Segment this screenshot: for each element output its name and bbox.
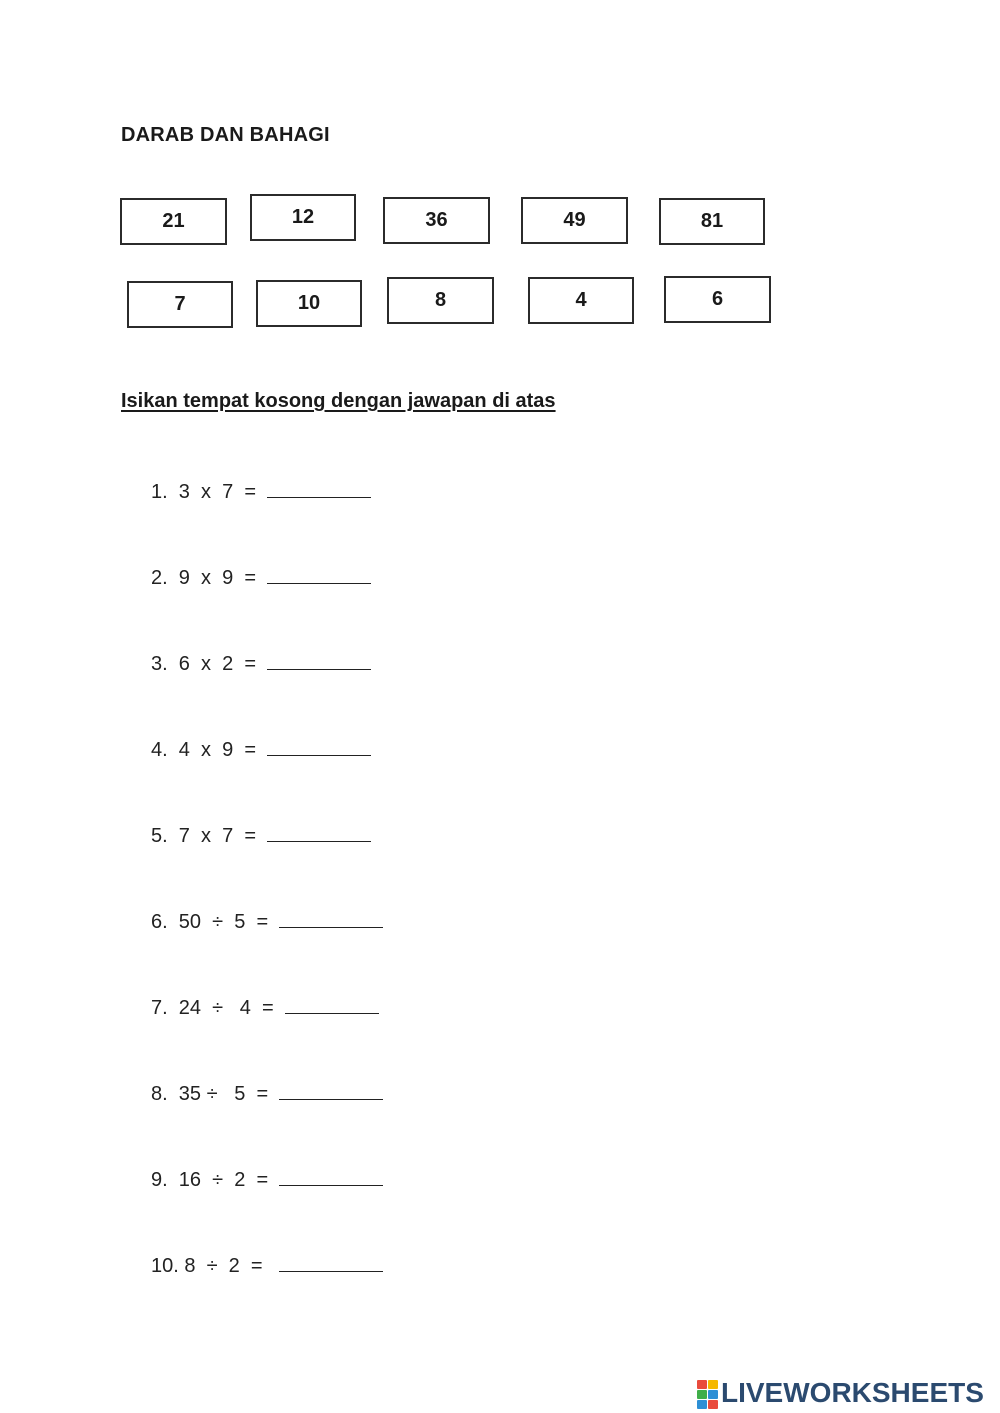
answer-blank[interactable] [267,479,371,498]
answer-blank[interactable] [279,1081,383,1100]
question-text: 5. 7 x 7 = [151,825,268,847]
answer-box: 81 [659,198,765,245]
answer-box: 7 [127,281,233,328]
question-7 [151,995,379,1020]
answer-blank[interactable] [279,909,383,928]
answer-box: 4 [528,277,634,324]
answer-blank[interactable] [267,565,371,584]
answer-blank[interactable] [279,1253,383,1272]
question-text: 6. 50 ÷ 5 = [151,911,280,933]
liveworksheets-logo-icon [697,1378,719,1408]
answer-box: 6 [664,276,771,323]
worksheet-title: DARAB DAN BAHAGI [121,124,330,146]
answer-blank[interactable] [279,1167,383,1186]
question-9 [151,1167,383,1192]
answer-blank[interactable] [285,995,379,1014]
answer-blank[interactable] [267,651,371,670]
question-text: 2. 9 x 9 = [151,567,268,589]
answer-box: 49 [521,197,628,244]
instruction-text: Isikan tempat kosong dengan jawapan di atas [121,390,556,412]
question-5 [151,823,371,848]
question-4 [151,737,371,762]
question-1 [151,479,371,504]
answer-blank[interactable] [267,737,371,756]
question-text: 9. 16 ÷ 2 = [151,1169,280,1191]
question-text: 3. 6 x 2 = [151,653,268,675]
answer-blank[interactable] [267,823,371,842]
question-text: 4. 4 x 9 = [151,739,268,761]
question-6 [151,909,383,934]
question-text: 8. 35 ÷ 5 = [151,1083,280,1105]
answer-box: 36 [383,197,490,244]
question-text: 1. 3 x 7 = [151,481,268,503]
question-2 [151,565,371,590]
question-text: 7. 24 ÷ 4 = [151,997,285,1019]
answer-box: 10 [256,280,362,327]
question-8 [151,1081,383,1106]
answer-box: 21 [120,198,227,245]
answer-box: 8 [387,277,494,324]
answer-box: 12 [250,194,356,241]
liveworksheets-logo-text: LIVEWORKSHEETS [721,1377,984,1408]
question-10 [151,1253,383,1278]
question-3 [151,651,371,676]
question-text: 10. 8 ÷ 2 = [151,1255,280,1277]
liveworksheets-logo [697,1377,984,1409]
